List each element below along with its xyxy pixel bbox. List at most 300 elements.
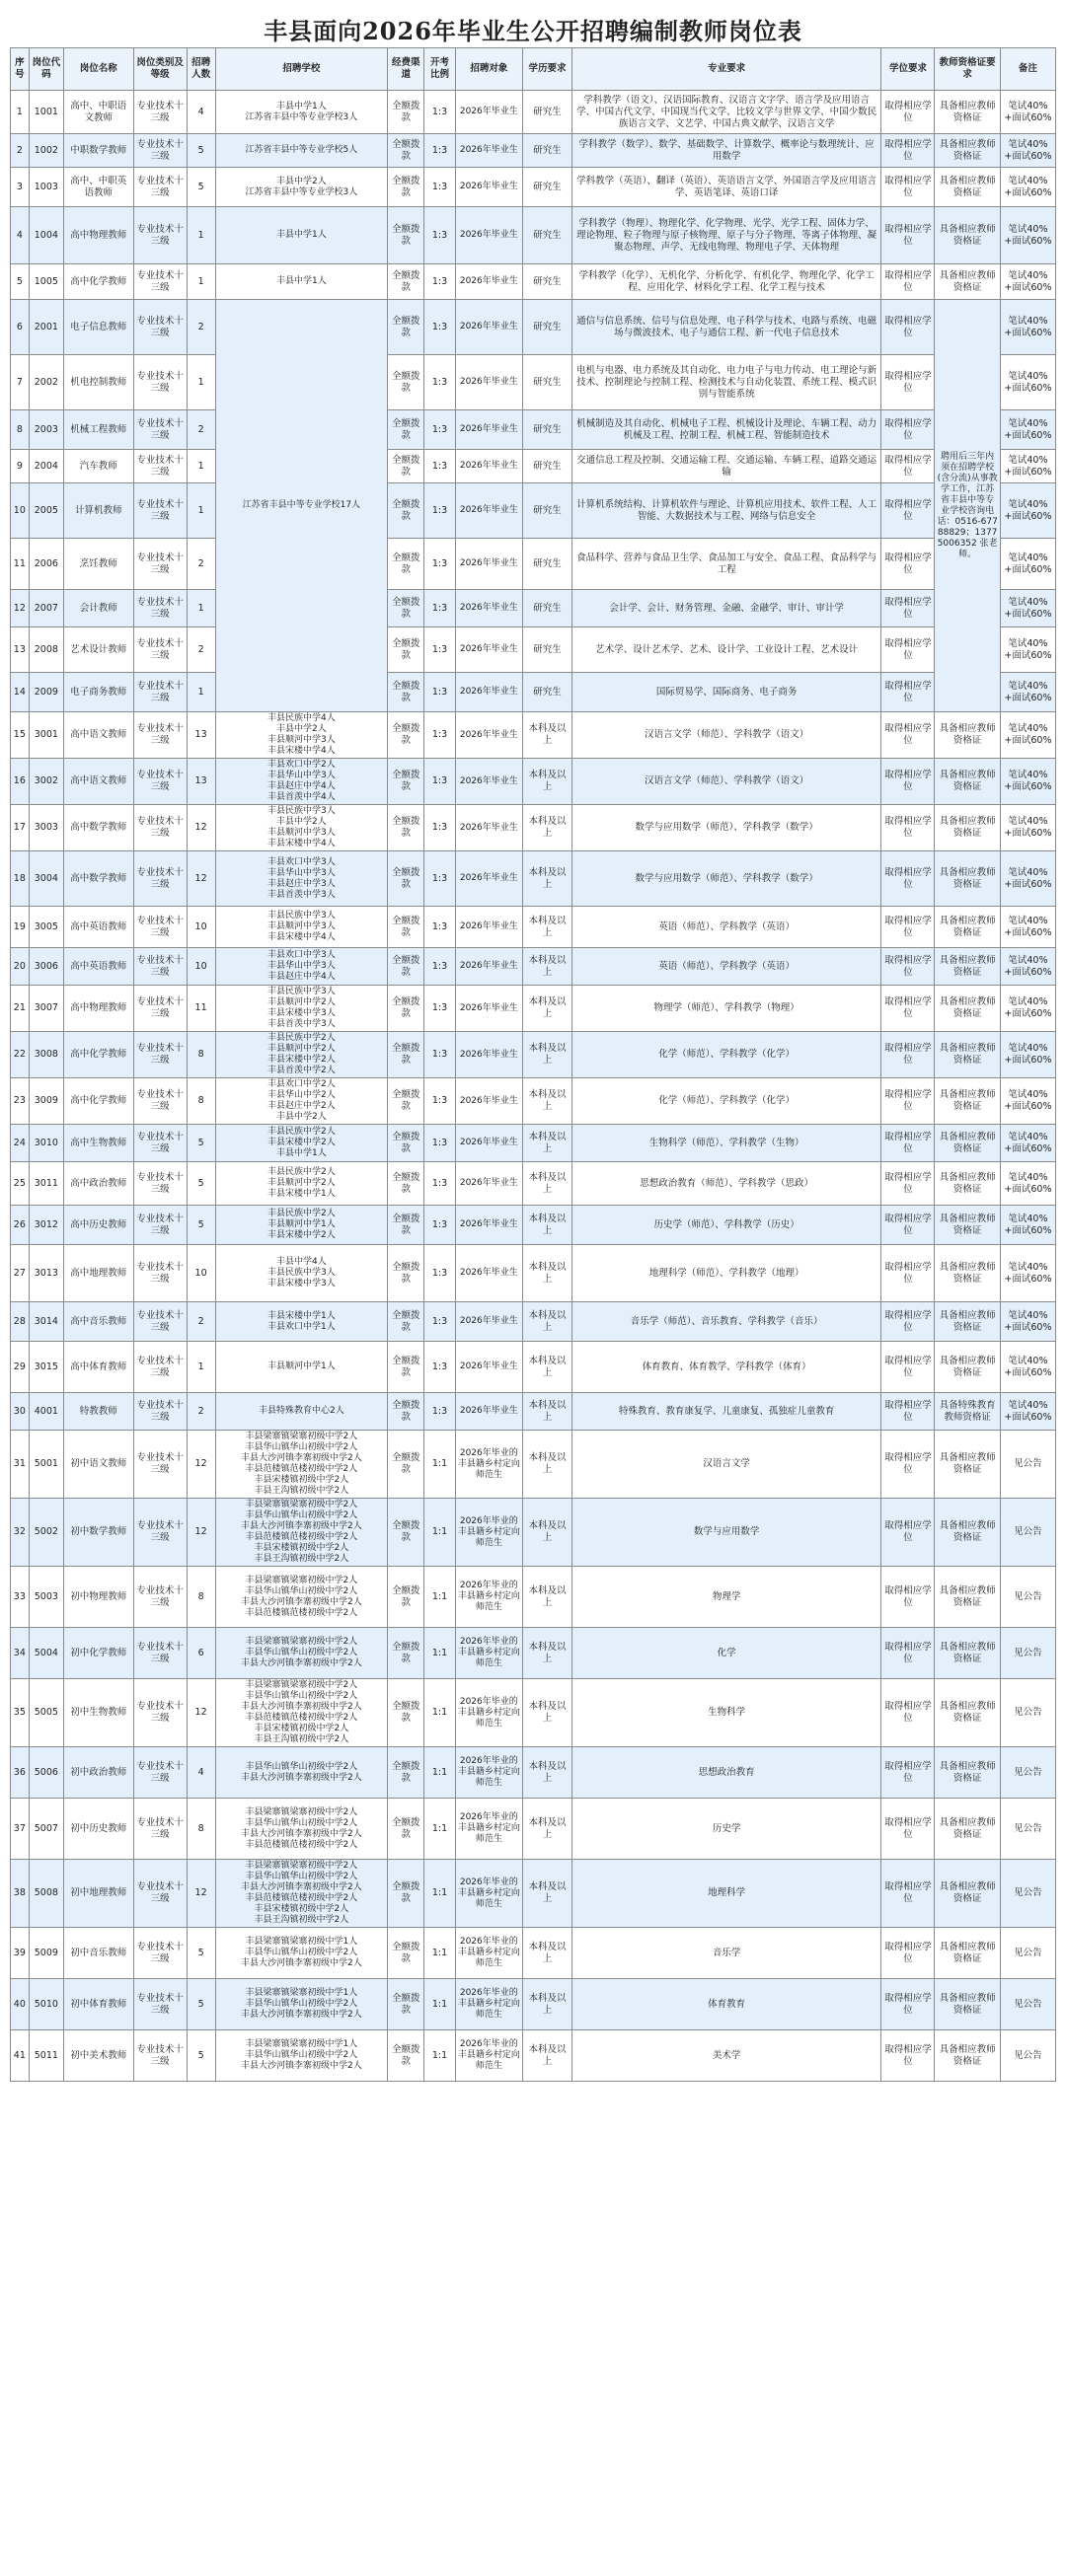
cell-no: 20 (11, 948, 30, 986)
cell-major: 生物科学（师范）、学科教学（生物） (571, 1125, 881, 1162)
cell-name: 特教教师 (63, 1393, 133, 1431)
cell-cert: 具备相应教师资格证 (935, 986, 1000, 1032)
cell-fund: 全额拨款 (388, 1628, 424, 1679)
cell-target: 2026年毕业生 (455, 410, 523, 450)
cell-school: 丰县特殊教育中心2人 (215, 1393, 387, 1431)
cell-name: 艺术设计教师 (63, 627, 133, 673)
table-row (11, 1567, 1056, 1628)
cell-code: 2005 (29, 483, 63, 539)
table-row (11, 1499, 1056, 1567)
column-header: 序号 (11, 48, 30, 91)
cell-remark: 见公告 (1000, 1799, 1055, 1860)
cell-cert: 具备相应教师资格证 (935, 134, 1000, 168)
cell-code: 5010 (29, 1979, 63, 2030)
cell-school: 丰县梁寨镇梁寨初级中学2人 丰县华山镇华山初级中学2人 丰县大沙河镇李寨初级中学2人 丰县范楼镇范楼初级中学2人 丰县宋楼镇初级中学2人 丰县王沟镇初级中学2人 (215, 1499, 387, 1567)
table-row (11, 948, 1056, 986)
cell-edu: 本科及以上 (523, 712, 572, 759)
cell-name: 高中地理教师 (63, 1245, 133, 1302)
cell-school: 丰县民族中学3人 丰县顺河中学2人 丰县宋楼中学3人 丰县首羡中学3人 (215, 986, 387, 1032)
cell-ratio: 1:3 (424, 1393, 455, 1431)
cell-target: 2026年毕业的丰县籍乡村定向师范生 (455, 1567, 523, 1628)
table-row (11, 1125, 1056, 1162)
table-row (11, 1206, 1056, 1245)
cell-name: 电子信息教师 (63, 300, 133, 355)
cell-name: 高中语文教师 (63, 712, 133, 759)
cell-no: 1 (11, 91, 30, 134)
cell-cat: 专业技术十三级 (133, 539, 187, 590)
cell-remark: 笔试40%+面试60% (1000, 264, 1055, 300)
cell-cat: 专业技术十三级 (133, 450, 187, 483)
cell-ratio: 1:3 (424, 1125, 455, 1162)
cell-cat: 专业技术十三级 (133, 91, 187, 134)
cell-num: 1 (187, 1342, 215, 1393)
cell-fund: 全额拨款 (388, 264, 424, 300)
cell-name: 高中数学教师 (63, 851, 133, 907)
table-row (11, 673, 1056, 712)
cell-edu: 本科及以上 (523, 1928, 572, 1979)
cell-major: 通信与信息系统、信号与信息处理、电子科学与技术、电路与系统、电磁场与微波技术、电子与通信工程、新一代电子信息技术 (571, 300, 881, 355)
cell-degree: 取得相应学位 (881, 1799, 935, 1860)
cell-major: 计算机系统结构、计算机软件与理论、计算机应用技术、软件工程、人工智能、大数据技术与工程、网络与信息安全 (571, 483, 881, 539)
table-row (11, 450, 1056, 483)
cell-fund: 全额拨款 (388, 1499, 424, 1567)
cell-remark: 见公告 (1000, 1679, 1055, 1747)
cell-name: 高中音乐教师 (63, 1302, 133, 1342)
cell-major: 汉语言文学（师范）、学科教学（语文） (571, 759, 881, 805)
column-header: 开考比例 (424, 48, 455, 91)
cell-no: 37 (11, 1799, 30, 1860)
cell-no: 26 (11, 1206, 30, 1245)
cell-ratio: 1:3 (424, 851, 455, 907)
cell-num: 8 (187, 1032, 215, 1078)
cell-cert: 具备相应教师资格证 (935, 2030, 1000, 2082)
cell-cat: 专业技术十三级 (133, 134, 187, 168)
cell-fund: 全额拨款 (388, 1747, 424, 1799)
cell-num: 12 (187, 1679, 215, 1747)
cell-num: 10 (187, 1245, 215, 1302)
cell-code: 3002 (29, 759, 63, 805)
cell-major: 汉语言文学（师范）、学科教学（语文） (571, 712, 881, 759)
cell-remark: 笔试40%+面试60% (1000, 1162, 1055, 1206)
column-header: 岗位类别及等级 (133, 48, 187, 91)
cell-num: 12 (187, 851, 215, 907)
cell-major: 美术学 (571, 2030, 881, 2082)
cell-target: 2026年毕业生 (455, 300, 523, 355)
table-row (11, 91, 1056, 134)
cell-edu: 本科及以上 (523, 1078, 572, 1125)
cell-remark: 见公告 (1000, 1747, 1055, 1799)
cell-num: 5 (187, 2030, 215, 2082)
cell-target: 2026年毕业生 (455, 1393, 523, 1431)
cell-degree: 取得相应学位 (881, 1499, 935, 1567)
table-row (11, 1342, 1056, 1393)
cell-remark: 笔试40%+面试60% (1000, 907, 1055, 948)
cell-remark: 笔试40%+面试60% (1000, 450, 1055, 483)
cell-fund: 全额拨款 (388, 410, 424, 450)
cell-fund: 全额拨款 (388, 627, 424, 673)
cell-ratio: 1:3 (424, 483, 455, 539)
cell-cert: 具备相应教师资格证 (935, 1928, 1000, 1979)
cell-code: 3014 (29, 1302, 63, 1342)
cell-target: 2026年毕业生 (455, 673, 523, 712)
cell-remark: 笔试40%+面试60% (1000, 300, 1055, 355)
cell-cert: 具备相应教师资格证 (935, 1567, 1000, 1628)
table-row (11, 1078, 1056, 1125)
cell-num: 4 (187, 91, 215, 134)
cell-cat: 专业技术十三级 (133, 1799, 187, 1860)
cell-fund: 全额拨款 (388, 1928, 424, 1979)
cell-cert: 具备相应教师资格证 (935, 91, 1000, 134)
cell-cat: 专业技术十三级 (133, 1860, 187, 1928)
cell-no: 7 (11, 355, 30, 410)
cell-major: 体育教育 (571, 1979, 881, 2030)
cell-cert: 具备相应教师资格证 (935, 1431, 1000, 1499)
cell-remark: 见公告 (1000, 2030, 1055, 2082)
table-row (11, 986, 1056, 1032)
cell-degree: 取得相应学位 (881, 673, 935, 712)
cell-no: 18 (11, 851, 30, 907)
cell-target: 2026年毕业的丰县籍乡村定向师范生 (455, 1860, 523, 1928)
cell-degree: 取得相应学位 (881, 1162, 935, 1206)
cell-target: 2026年毕业生 (455, 986, 523, 1032)
cell-edu: 本科及以上 (523, 1860, 572, 1928)
cell-no: 23 (11, 1078, 30, 1125)
cell-remark: 笔试40%+面试60% (1000, 759, 1055, 805)
cell-major: 英语（师范）、学科教学（英语） (571, 948, 881, 986)
cell-degree: 取得相应学位 (881, 207, 935, 264)
cell-edu: 研究生 (523, 627, 572, 673)
cell-school: 丰县中学2人 江苏省丰县中等专业学校3人 (215, 168, 387, 207)
cell-edu: 研究生 (523, 673, 572, 712)
cell-ratio: 1:3 (424, 134, 455, 168)
cell-target: 2026年毕业的丰县籍乡村定向师范生 (455, 1431, 523, 1499)
cell-name: 计算机教师 (63, 483, 133, 539)
cell-fund: 全额拨款 (388, 1799, 424, 1860)
cell-num: 5 (187, 1206, 215, 1245)
cell-cat: 专业技术十三级 (133, 986, 187, 1032)
cell-major: 生物科学 (571, 1679, 881, 1747)
cell-cat: 专业技术十三级 (133, 673, 187, 712)
cell-num: 2 (187, 1302, 215, 1342)
cell-school: 丰县中学4人 丰县民族中学3人 丰县宋楼中学3人 (215, 1245, 387, 1302)
cell-major: 化学（师范）、学科教学（化学） (571, 1032, 881, 1078)
cell-school: 江苏省丰县中等专业学校17人 (215, 300, 387, 712)
cell-edu: 本科及以上 (523, 851, 572, 907)
column-header: 岗位代码 (29, 48, 63, 91)
cell-code: 5003 (29, 1567, 63, 1628)
cell-cert: 具备相应教师资格证 (935, 1499, 1000, 1567)
cell-cat: 专业技术十三级 (133, 759, 187, 805)
table-row (11, 712, 1056, 759)
cell-no: 39 (11, 1928, 30, 1979)
cell-fund: 全额拨款 (388, 1979, 424, 2030)
cell-target: 2026年毕业生 (455, 1078, 523, 1125)
cell-major: 学科教学（英语）、翻译（英语）、英语语言文学、外国语言学及应用语言学、英语笔译、英语口译 (571, 168, 881, 207)
cell-target: 2026年毕业生 (455, 948, 523, 986)
cell-ratio: 1:3 (424, 1206, 455, 1245)
cell-remark: 笔试40%+面试60% (1000, 1245, 1055, 1302)
cell-cat: 专业技术十三级 (133, 483, 187, 539)
cell-no: 40 (11, 1979, 30, 2030)
cell-num: 2 (187, 300, 215, 355)
cell-ratio: 1:3 (424, 168, 455, 207)
cell-fund: 全额拨款 (388, 539, 424, 590)
cell-no: 11 (11, 539, 30, 590)
cell-edu: 研究生 (523, 264, 572, 300)
cell-remark: 见公告 (1000, 1499, 1055, 1567)
cell-school: 丰县梁寨镇梁寨初级中学2人 丰县华山镇华山初级中学2人 丰县大沙河镇李寨初级中学2人 丰县范楼镇范楼初级中学2人 (215, 1567, 387, 1628)
cell-code: 5009 (29, 1928, 63, 1979)
cell-remark: 笔试40%+面试60% (1000, 805, 1055, 851)
cell-cat: 专业技术十三级 (133, 1162, 187, 1206)
cell-degree: 取得相应学位 (881, 1032, 935, 1078)
cell-major: 体育教育、体育教学、学科教学（体育） (571, 1342, 881, 1393)
cell-num: 5 (187, 1979, 215, 2030)
table-body (11, 91, 1056, 2082)
cell-major: 学科教学（化学）、无机化学、分析化学、有机化学、物理化学、化学工程、应用化学、材料化学工程、化学工程与技术 (571, 264, 881, 300)
cell-target: 2026年毕业生 (455, 627, 523, 673)
cell-name: 初中数学教师 (63, 1499, 133, 1567)
cell-name: 初中语文教师 (63, 1431, 133, 1499)
cell-code: 4001 (29, 1393, 63, 1431)
cell-degree: 取得相应学位 (881, 1125, 935, 1162)
cell-school: 丰县民族中学3人 丰县中学2人 丰县顺河中学3人 丰县宋楼中学4人 (215, 805, 387, 851)
cell-num: 5 (187, 1928, 215, 1979)
cell-major: 数学与应用数学（师范）、学科教学（数学） (571, 805, 881, 851)
cell-school: 丰县欢口中学3人 丰县华山中学3人 丰县赵庄中学3人 丰县首羡中学3人 (215, 851, 387, 907)
table-row (11, 1162, 1056, 1206)
cell-num: 1 (187, 264, 215, 300)
cell-fund: 全额拨款 (388, 207, 424, 264)
cell-major: 国际贸易学、国际商务、电子商务 (571, 673, 881, 712)
cell-no: 32 (11, 1499, 30, 1567)
cell-num: 4 (187, 1747, 215, 1799)
cell-remark: 见公告 (1000, 1628, 1055, 1679)
cell-code: 3009 (29, 1078, 63, 1125)
cell-target: 2026年毕业生 (455, 134, 523, 168)
cell-target: 2026年毕业生 (455, 1162, 523, 1206)
cell-target: 2026年毕业生 (455, 1342, 523, 1393)
cell-edu: 研究生 (523, 300, 572, 355)
cell-fund: 全额拨款 (388, 986, 424, 1032)
cell-degree: 取得相应学位 (881, 1393, 935, 1431)
cell-cat: 专业技术十三级 (133, 1431, 187, 1499)
cell-target: 2026年毕业生 (455, 483, 523, 539)
cell-degree: 取得相应学位 (881, 851, 935, 907)
cell-degree: 取得相应学位 (881, 1206, 935, 1245)
cell-code: 5002 (29, 1499, 63, 1567)
cell-no: 29 (11, 1342, 30, 1393)
cell-fund: 全额拨款 (388, 805, 424, 851)
cell-cert: 具备相应教师资格证 (935, 264, 1000, 300)
cell-cat: 专业技术十三级 (133, 948, 187, 986)
cell-no: 16 (11, 759, 30, 805)
cell-cat: 专业技术十三级 (133, 712, 187, 759)
cell-edu: 本科及以上 (523, 1499, 572, 1567)
table-row (11, 1431, 1056, 1499)
cell-ratio: 1:3 (424, 986, 455, 1032)
cell-remark: 笔试40%+面试60% (1000, 851, 1055, 907)
cell-major: 数学与应用数学（师范）、学科教学（数学） (571, 851, 881, 907)
cell-edu: 本科及以上 (523, 1679, 572, 1747)
cell-major: 物理学 (571, 1567, 881, 1628)
cell-name: 高中化学教师 (63, 1032, 133, 1078)
cell-fund: 全额拨款 (388, 355, 424, 410)
cell-remark: 笔试40%+面试60% (1000, 712, 1055, 759)
cell-edu: 本科及以上 (523, 907, 572, 948)
cell-school: 丰县欢口中学3人 丰县华山中学3人 丰县赵庄中学4人 (215, 948, 387, 986)
cell-code: 3004 (29, 851, 63, 907)
cell-ratio: 1:3 (424, 450, 455, 483)
cell-code: 2009 (29, 673, 63, 712)
cell-edu: 本科及以上 (523, 1567, 572, 1628)
cell-target: 2026年毕业的丰县籍乡村定向师范生 (455, 1679, 523, 1747)
cell-target: 2026年毕业的丰县籍乡村定向师范生 (455, 1747, 523, 1799)
table-row (11, 627, 1056, 673)
cell-remark: 见公告 (1000, 1860, 1055, 1928)
table-row (11, 907, 1056, 948)
cell-name: 高中化学教师 (63, 264, 133, 300)
cell-cat: 专业技术十三级 (133, 1393, 187, 1431)
table-row (11, 1799, 1056, 1860)
cell-cat: 专业技术十三级 (133, 1125, 187, 1162)
cell-target: 2026年毕业生 (455, 805, 523, 851)
cell-degree: 取得相应学位 (881, 1679, 935, 1747)
cell-edu: 研究生 (523, 483, 572, 539)
cell-degree: 取得相应学位 (881, 264, 935, 300)
cell-cert: 具备相应教师资格证 (935, 1799, 1000, 1860)
cell-ratio: 1:3 (424, 539, 455, 590)
cell-edu: 研究生 (523, 539, 572, 590)
cell-no: 33 (11, 1567, 30, 1628)
cell-school: 丰县梁寨镇梁寨初级中学1人 丰县华山镇华山初级中学2人 丰县大沙河镇李寨初级中学2人 (215, 1979, 387, 2030)
cell-num: 10 (187, 907, 215, 948)
cell-no: 12 (11, 590, 30, 627)
cell-code: 2003 (29, 410, 63, 450)
cell-no: 31 (11, 1431, 30, 1499)
cell-fund: 全额拨款 (388, 300, 424, 355)
cell-num: 1 (187, 355, 215, 410)
cell-ratio: 1:1 (424, 1499, 455, 1567)
cell-ratio: 1:3 (424, 1078, 455, 1125)
cell-num: 2 (187, 410, 215, 450)
cell-cat: 专业技术十三级 (133, 1928, 187, 1979)
cell-name: 初中音乐教师 (63, 1928, 133, 1979)
table-row (11, 207, 1056, 264)
cell-cert: 具备相应教师资格证 (935, 805, 1000, 851)
cell-fund: 全额拨款 (388, 1162, 424, 1206)
cell-fund: 全额拨款 (388, 1342, 424, 1393)
cell-code: 5004 (29, 1628, 63, 1679)
table-row (11, 300, 1056, 355)
cell-name: 初中美术教师 (63, 2030, 133, 2082)
cell-code: 3013 (29, 1245, 63, 1302)
cell-school: 丰县梁寨镇梁寨初级中学1人 丰县华山镇华山初级中学2人 丰县大沙河镇李寨初级中学2人 (215, 1928, 387, 1979)
cell-degree: 取得相应学位 (881, 355, 935, 410)
cell-cat: 专业技术十三级 (133, 410, 187, 450)
cell-fund: 全额拨款 (388, 483, 424, 539)
cell-no: 3 (11, 168, 30, 207)
cell-target: 2026年毕业生 (455, 1245, 523, 1302)
cell-name: 高中政治教师 (63, 1162, 133, 1206)
cell-remark: 笔试40%+面试60% (1000, 410, 1055, 450)
cell-fund: 全额拨款 (388, 759, 424, 805)
column-header: 备注 (1000, 48, 1055, 91)
cell-remark: 见公告 (1000, 1431, 1055, 1499)
cell-name: 高中、中职语文教师 (63, 91, 133, 134)
cell-cert: 具备特殊教育教师资格证 (935, 1393, 1000, 1431)
table-row (11, 1860, 1056, 1928)
cell-code: 3015 (29, 1342, 63, 1393)
cell-name: 中职数学教师 (63, 134, 133, 168)
cell-ratio: 1:1 (424, 1928, 455, 1979)
cell-major: 思想政治教育（师范）、学科教学（思政） (571, 1162, 881, 1206)
cell-cat: 专业技术十三级 (133, 1979, 187, 2030)
cell-num: 12 (187, 805, 215, 851)
table-row (11, 2030, 1056, 2082)
cell-cat: 专业技术十三级 (133, 1342, 187, 1393)
cell-fund: 全额拨款 (388, 450, 424, 483)
table-row (11, 759, 1056, 805)
cell-edu: 研究生 (523, 134, 572, 168)
table-row (11, 355, 1056, 410)
cell-fund: 全额拨款 (388, 1206, 424, 1245)
table-row (11, 410, 1056, 450)
cell-cat: 专业技术十三级 (133, 207, 187, 264)
cell-major: 历史学（师范）、学科教学（历史） (571, 1206, 881, 1245)
cell-fund: 全额拨款 (388, 1032, 424, 1078)
cell-degree: 取得相应学位 (881, 1860, 935, 1928)
table-row (11, 539, 1056, 590)
cell-ratio: 1:3 (424, 355, 455, 410)
cell-ratio: 1:1 (424, 1679, 455, 1747)
cell-remark: 笔试40%+面试60% (1000, 1125, 1055, 1162)
cell-major: 地理科学 (571, 1860, 881, 1928)
cell-degree: 取得相应学位 (881, 91, 935, 134)
cell-fund: 全额拨款 (388, 712, 424, 759)
cell-fund: 全额拨款 (388, 91, 424, 134)
cell-ratio: 1:3 (424, 759, 455, 805)
cell-name: 高中化学教师 (63, 1078, 133, 1125)
cell-cat: 专业技术十三级 (133, 590, 187, 627)
cell-target: 2026年毕业生 (455, 264, 523, 300)
cell-num: 8 (187, 1799, 215, 1860)
cell-num: 12 (187, 1499, 215, 1567)
cell-no: 25 (11, 1162, 30, 1206)
cell-degree: 取得相应学位 (881, 1342, 935, 1393)
cell-school: 丰县民族中学3人 丰县顺河中学3人 丰县宋楼中学4人 (215, 907, 387, 948)
cell-school: 丰县欢口中学2人 丰县华山中学3人 丰县赵庄中学4人 丰县首羡中学4人 (215, 759, 387, 805)
cell-ratio: 1:1 (424, 1799, 455, 1860)
cell-ratio: 1:1 (424, 1860, 455, 1928)
cell-edu: 本科及以上 (523, 1032, 572, 1078)
cell-major: 音乐学 (571, 1928, 881, 1979)
cell-no: 14 (11, 673, 30, 712)
cell-no: 28 (11, 1302, 30, 1342)
cell-cat: 专业技术十三级 (133, 1032, 187, 1078)
cell-no: 21 (11, 986, 30, 1032)
cell-code: 3012 (29, 1206, 63, 1245)
cell-cat: 专业技术十三级 (133, 1628, 187, 1679)
cell-name: 机械工程教师 (63, 410, 133, 450)
cell-num: 1 (187, 673, 215, 712)
cell-degree: 取得相应学位 (881, 300, 935, 355)
column-header: 经费渠道 (388, 48, 424, 91)
table-row (11, 1979, 1056, 2030)
cell-fund: 全额拨款 (388, 948, 424, 986)
cell-remark: 笔试40%+面试60% (1000, 948, 1055, 986)
table-row (11, 1302, 1056, 1342)
